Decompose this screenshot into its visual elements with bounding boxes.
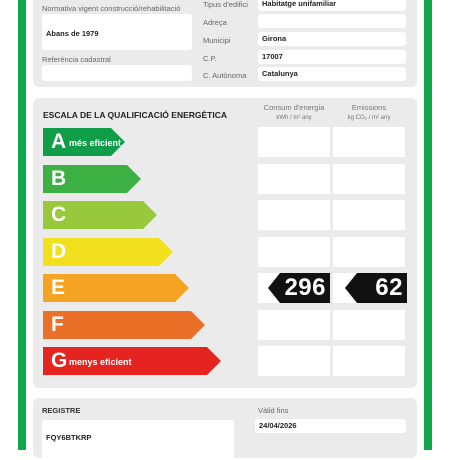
autonoma-value: Catalunya	[262, 69, 298, 78]
emissions-label: Emissions	[351, 103, 387, 112]
consum-value: 296	[284, 274, 326, 301]
consum-cell-f	[258, 310, 330, 340]
consum-cell-g	[258, 346, 330, 376]
cp-field	[258, 50, 406, 64]
right-border	[424, 0, 432, 450]
rating-arrow-f	[43, 311, 205, 339]
valid-field	[255, 419, 406, 433]
tipus-field	[258, 0, 406, 11]
tipus-value: Habitatge unifamiliar	[262, 0, 337, 8]
adreca-label: Adreça	[203, 18, 227, 27]
rating-arrow-d	[43, 238, 173, 266]
emissions-unit: kg CO₂ / m² any	[347, 115, 391, 121]
tipus-label: Tipus d'edifici	[203, 0, 248, 9]
normativa-value: Abans de 1979	[46, 29, 99, 38]
referencia-label: Referència cadastral	[42, 55, 111, 64]
consum-cell-d	[258, 237, 330, 267]
rating-letter: C	[51, 203, 67, 226]
registre-value: FQY6BTKRP	[46, 433, 92, 442]
rating-description: més eficient	[69, 138, 122, 148]
rating-arrow-a	[43, 128, 125, 156]
consum-label: Consum d'energia	[263, 103, 325, 112]
emissions-value-badge	[345, 273, 407, 303]
emissions-cell-a	[333, 127, 405, 157]
municipi-value: Girona	[262, 34, 287, 43]
registre-field	[42, 420, 234, 460]
registre-panel	[33, 398, 417, 458]
autonoma-field	[258, 67, 406, 81]
rating-letter: E	[51, 276, 66, 299]
rating-arrow-g	[43, 347, 221, 375]
emissions-cell-c	[333, 200, 405, 230]
consum-cell-c	[258, 200, 330, 230]
emissions-cell-g	[333, 346, 405, 376]
cp-value: 17007	[262, 52, 283, 61]
emissions-cell-f	[333, 310, 405, 340]
cp-label: C.P.	[203, 54, 217, 63]
rating-arrow-c	[43, 201, 157, 229]
rating-letter: A	[51, 130, 67, 153]
rating-letter: F	[51, 312, 64, 336]
valid-value: 24/04/2026	[259, 421, 297, 430]
building-info-panel	[33, 0, 417, 87]
emissions-cell-d	[333, 237, 405, 267]
normativa-field	[42, 14, 192, 50]
consum-value-badge	[268, 273, 330, 303]
valid-label: Vàlid fins	[258, 406, 289, 415]
rating-arrow-b	[43, 165, 141, 193]
consum-cell-b	[258, 164, 330, 194]
autonoma-label: C. Autònoma	[203, 71, 247, 80]
consum-cell-a	[258, 127, 330, 157]
municipi-field	[258, 32, 406, 46]
rating-letter: G	[51, 349, 68, 372]
consum-unit: kWh / m² any	[276, 115, 312, 121]
emissions-header	[333, 103, 405, 123]
referencia-field	[42, 65, 192, 81]
scale-title: ESCALA DE LA QUALIFICACIÓ ENERGÈTICA	[43, 110, 228, 120]
normativa-label: Normativa vigent construcció/rehabilitació	[42, 4, 181, 13]
rating-arrow-e	[43, 274, 189, 302]
rating-letter: B	[51, 166, 67, 190]
emissions-cell-b	[333, 164, 405, 194]
rating-description: menys eficient	[69, 357, 132, 367]
consum-header	[258, 103, 330, 123]
registre-label: REGISTRE	[42, 406, 81, 415]
left-border	[18, 0, 26, 450]
adreca-field	[258, 14, 406, 28]
emissions-value: 62	[375, 274, 403, 301]
municipi-label: Municipi	[203, 36, 231, 45]
rating-letter: D	[51, 239, 67, 263]
